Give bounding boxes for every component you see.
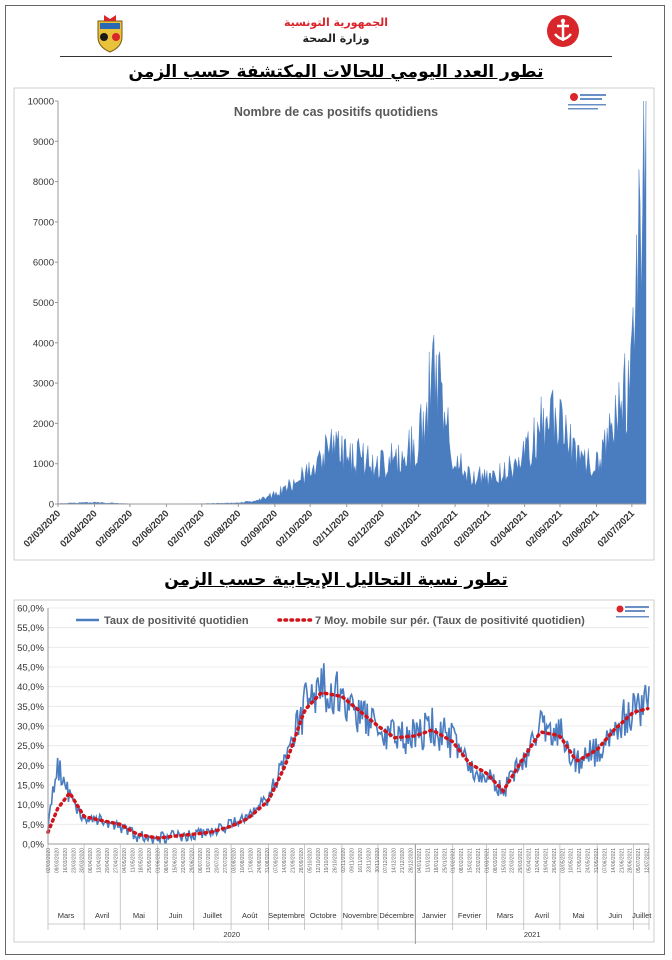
- x-date-tick-label: 06/07/2020: [197, 848, 204, 874]
- x-date-tick-label: 22/02/2021: [475, 848, 482, 874]
- x-tick-label: 02/01/2021: [382, 508, 424, 550]
- x-date-tick-label: 04/05/2020: [121, 848, 128, 874]
- x-date-tick-label: 09/11/2020: [349, 848, 356, 873]
- x-date-tick-label: 10/08/2020: [239, 848, 246, 874]
- month-label: Septembre: [268, 911, 305, 920]
- x-date-tick-label: 01/02/2021: [450, 848, 457, 874]
- x-date-tick-label: 17/05/2021: [577, 848, 584, 874]
- x-date-tick-label: 09/03/2020: [54, 848, 61, 874]
- x-date-tick-label: 18/05/2020: [138, 848, 145, 874]
- x-tick-label: 02/06/2021: [560, 508, 602, 550]
- month-label: Novembre: [342, 911, 378, 920]
- x-date-tick-label: 13/04/2020: [96, 848, 103, 874]
- x-date-tick-label: 07/06/2021: [602, 848, 609, 874]
- y-tick-label: 6000: [32, 257, 54, 269]
- x-date-tick-label: 03/08/2020: [231, 848, 238, 874]
- y-tick-label: 0,0%: [22, 839, 44, 851]
- header-rule: [60, 56, 612, 57]
- x-date-tick-label: 11/05/2020: [130, 848, 137, 873]
- x-date-tick-label: 10/05/2021: [568, 848, 575, 874]
- x-date-tick-label: 02/11/2020: [341, 848, 348, 873]
- x-date-tick-label: 22/06/2020: [180, 848, 187, 874]
- y-tick-label: 5000: [32, 298, 54, 309]
- month-label: Octobre: [309, 911, 337, 920]
- ministry-line-1: الجمهورية التونسية: [283, 16, 389, 29]
- x-date-tick-label: 28/06/2021: [627, 848, 634, 874]
- header: [0, 0, 672, 60]
- x-tick-label: 02/04/2020: [58, 508, 100, 550]
- x-date-tick-label: 14/12/2020: [391, 848, 398, 874]
- month-label: Fevrier: [457, 911, 482, 920]
- y-tick-label: 10,0%: [17, 800, 44, 812]
- ministry-line-2: وزارة الصحة: [302, 32, 370, 45]
- y-tick-label: 25,0%: [17, 741, 44, 753]
- x-date-tick-label: 08/03/2021: [492, 848, 499, 874]
- x-date-tick-label: 19/04/2021: [543, 848, 550, 874]
- chart-title: Nombre de cas positifs quotidiens: [233, 105, 439, 119]
- month-label: Mars: [496, 911, 514, 920]
- y-tick-label: 2000: [32, 418, 54, 430]
- x-date-tick-label: 12/07/2021: [644, 848, 651, 874]
- x-date-tick-label: 03/05/2021: [560, 848, 567, 874]
- month-label: Avril: [94, 911, 110, 920]
- x-date-tick-label: 14/09/2020: [282, 848, 289, 874]
- y-tick-label: 15,0%: [17, 780, 44, 792]
- x-date-tick-label: 16/11/2020: [357, 848, 364, 873]
- month-label: Juillet: [202, 911, 222, 920]
- x-date-tick-label: 05/04/2021: [526, 848, 533, 874]
- y-tick-label: 4000: [32, 338, 54, 350]
- legend: [76, 615, 585, 627]
- x-date-tick-label: 21/09/2020: [290, 848, 297, 874]
- y-tick-label: 7000: [32, 217, 54, 229]
- y-tick-label: 50,0%: [17, 642, 44, 654]
- y-tick-label: 0: [48, 499, 54, 511]
- x-date-tick-label: 08/06/2020: [164, 848, 171, 874]
- y-tick-label: 40,0%: [17, 682, 44, 694]
- x-tick-label: 02/03/2021: [451, 508, 494, 550]
- x-date-tick-label: 21/06/2021: [619, 848, 626, 874]
- x-date-tick-label: 05/07/2021: [636, 848, 643, 874]
- y-tick-label: 8000: [32, 177, 54, 189]
- cases-chart-heading: تطور العدد اليومي للحالات المكتشفة حسب الزمن: [128, 62, 544, 82]
- x-date-tick-label: 04/01/2021: [416, 848, 423, 874]
- x-date-tick-label: 15/02/2021: [467, 848, 474, 874]
- x-date-tick-label: 27/04/2020: [113, 848, 120, 874]
- month-label: Janvier: [421, 911, 447, 920]
- year-label: 2021: [523, 930, 541, 939]
- y-tick-label: 10000: [27, 96, 54, 108]
- x-tick-label: 02/08/2020: [202, 508, 244, 550]
- x-tick-label: 02/07/2020: [165, 508, 207, 550]
- positivity-chart-heading: تطور نسبة التحاليل الإيجابية حسب الزمن: [164, 570, 508, 590]
- x-tick-label: 02/06/2020: [130, 508, 172, 550]
- month-label: Août: [242, 911, 258, 920]
- x-tick-label: 02/04/2021: [488, 508, 530, 550]
- legend-label-moving-avg: 7 Moy. mobile sur pér. (Taux de positivité quotidien): [315, 615, 585, 627]
- legend-label-daily: Taux de positivité quotidien: [104, 615, 249, 627]
- x-tick-label: 02/09/2020: [238, 508, 280, 550]
- x-tick-label: 02/07/2021: [595, 508, 637, 550]
- x-tick-label: 02/11/2020: [310, 508, 352, 550]
- month-label: Mars: [57, 911, 75, 920]
- x-date-tick-label: 21/12/2020: [400, 848, 407, 874]
- x-tick-label: 02/02/2021: [418, 508, 461, 550]
- y-tick-label: 35,0%: [17, 701, 44, 713]
- x-date-tick-label: 31/08/2020: [265, 848, 272, 874]
- month-label: Avril: [534, 911, 550, 920]
- month-label: Juin: [168, 911, 183, 920]
- x-date-tick-label: 19/10/2020: [324, 848, 331, 874]
- x-date-tick-label: 07/09/2020: [273, 848, 280, 874]
- x-date-tick-label: 14/06/2021: [610, 848, 617, 874]
- x-date-tick-label: 12/10/2020: [315, 848, 322, 874]
- y-tick-label: 30,0%: [17, 721, 44, 733]
- x-date-tick-label: 27/07/2020: [223, 848, 230, 874]
- x-tick-label: 02/05/2021: [523, 508, 566, 550]
- x-date-tick-label: 30/03/2020: [79, 848, 86, 874]
- x-date-tick-label: 29/06/2020: [189, 848, 196, 874]
- observatory-logo-icon: [546, 14, 580, 48]
- x-date-tick-label: 26/10/2020: [332, 848, 339, 874]
- x-date-tick-label: 24/05/2021: [585, 848, 592, 874]
- x-date-tick-label: 01/06/2020: [155, 848, 162, 874]
- y-tick-label: 60,0%: [17, 603, 44, 615]
- month-label: Mai: [132, 911, 145, 920]
- x-date-tick-label: 12/04/2021: [534, 848, 541, 874]
- daily-cases-chart: [6, 84, 666, 564]
- x-date-tick-label: 23/11/2020: [366, 848, 373, 873]
- x-tick-label: 02/03/2020: [21, 508, 64, 550]
- x-date-tick-label: 15/03/2021: [501, 848, 508, 874]
- x-date-tick-label: 18/01/2021: [433, 848, 440, 874]
- x-date-tick-label: 25/05/2020: [147, 848, 154, 874]
- x-date-tick-label: 20/07/2020: [214, 848, 221, 874]
- x-date-tick-label: 02/03/2020: [46, 848, 52, 874]
- x-date-tick-label: 30/11/2020: [374, 848, 381, 873]
- y-tick-label: 9000: [32, 136, 54, 148]
- y-tick-label: 55,0%: [17, 623, 44, 635]
- x-date-tick-label: 13/07/2020: [206, 848, 213, 874]
- x-tick-label: 02/05/2020: [93, 508, 136, 550]
- x-date-tick-label: 16/03/2020: [62, 848, 69, 874]
- y-tick-label: 5,0%: [22, 819, 44, 831]
- x-date-tick-label: 20/04/2020: [105, 848, 112, 874]
- x-date-tick-label: 15/06/2020: [172, 848, 179, 874]
- x-date-tick-label: 01/03/2021: [484, 848, 491, 874]
- y-tick-label: 1000: [32, 459, 54, 471]
- y-tick-label: 3000: [32, 378, 54, 390]
- x-date-tick-label: 24/08/2020: [256, 848, 263, 874]
- x-date-tick-label: 23/03/2020: [71, 848, 78, 874]
- x-date-tick-label: 07/12/2020: [383, 848, 390, 874]
- x-date-tick-label: 26/04/2021: [551, 848, 558, 874]
- x-date-tick-label: 08/02/2021: [459, 848, 466, 874]
- x-date-tick-label: 11/01/2021: [425, 848, 432, 873]
- month-label: Mai: [572, 911, 585, 920]
- y-tick-label: 20,0%: [17, 760, 44, 772]
- x-date-tick-label: 28/09/2020: [298, 848, 305, 874]
- month-label: Décembre: [379, 911, 414, 920]
- x-tick-label: 02/10/2020: [273, 508, 316, 550]
- month-label: Juillet: [632, 911, 652, 920]
- x-date-tick-label: 31/05/2021: [594, 848, 601, 874]
- x-date-tick-label: 22/03/2021: [509, 848, 516, 874]
- x-date-tick-label: 29/03/2021: [518, 848, 525, 874]
- year-label: 2020: [223, 930, 241, 939]
- x-date-tick-label: 05/10/2020: [307, 848, 314, 874]
- positivity-rate-chart: [6, 596, 666, 946]
- x-date-tick-label: 28/12/2020: [408, 848, 415, 874]
- x-tick-label: 02/12/2020: [345, 508, 388, 550]
- x-date-tick-label: 06/04/2020: [88, 848, 95, 874]
- x-date-tick-label: 17/08/2020: [248, 848, 255, 874]
- month-label: Juin: [608, 911, 623, 920]
- y-tick-label: 45,0%: [17, 662, 44, 674]
- x-date-tick-label: 25/01/2021: [442, 848, 449, 874]
